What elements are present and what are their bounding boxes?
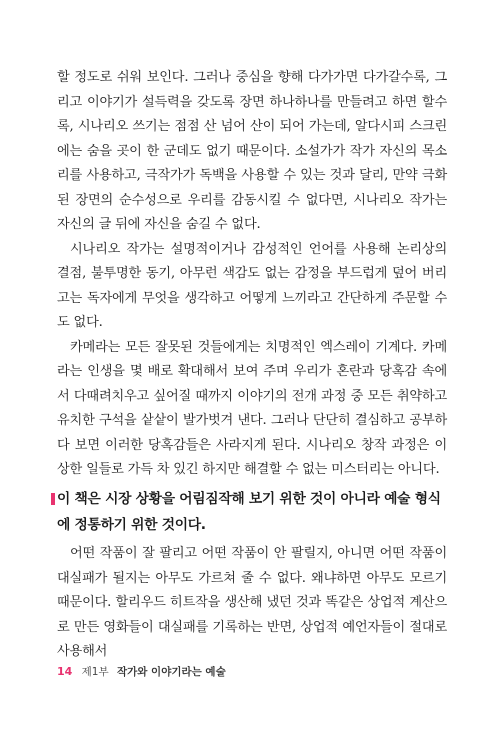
chapter-label: 제1부	[81, 666, 109, 678]
page-number: 14	[57, 665, 73, 678]
chapter-title: 작가와 이야기라는 예술	[116, 666, 226, 678]
paragraph-4: 어떤 작품이 잘 팔리고 어떤 작품이 안 팔릴지, 아니면 어떤 작품이 대실패가 될지는 아무도 가르쳐 줄 수 없다. 왜냐하면 아무도 모르기 때문이다. 할리우드 히트작을 생산해 냈던 것과 똑같은 상업적 계산으로 만든 영화들이 대실패를 기록하는 반면, 상업적 예언자들이 절대로 사용해서	[57, 546, 447, 659]
paragraph-3: 카메라는 모든 잘못된 것들에게는 치명적인 엑스레이 기계다. 카메라는 인생을 몇 배로 확대해서 보여 주며 우리가 혼란과 당혹감 속에서 다때려치우고 싶어질 때까지 이야기의 전개 과정 중 모든 취약하고 유치한 구석을 샅샅이 발가벗겨 낸다. 그러나 단단히 결심하고 공부하다 보면 이러한 당혹감들은 사라지게 된다. 시나리오 창작 과정은 이상한 일들로 가득 차 있긴 하지만 해결할 수 없는 미스터리는 아니다.	[57, 339, 447, 477]
body-text-lower	[57, 542, 447, 665]
paragraph-2: 시나리오 작가는 설명적이거나 감성적인 언어를 사용해 논리상의 결점, 불투명한 동기, 아무런 색감도 없는 감정을 부드럽게 덮어 버리고는 독자에게 무엇을 생각하고 어떻게 느끼라고 간단하게 주문할 수도 없다.	[57, 241, 447, 330]
body-text-upper	[57, 66, 447, 483]
section-heading-text: 이 책은 시장 상황을 어림짐작해 보기 위한 것이 아니라 예술 형식에 정통하기 위한 것이다.	[57, 491, 441, 533]
section-heading	[57, 486, 447, 538]
paragraph-1: 할 정도로 쉬워 보인다. 그러나 중심을 향해 다가가면 다가갈수록, 그리고 이야기가 설득력을 갖도록 장면 하나하나를 만들려고 하면 할수록, 시나리오 쓰기는 점점 산 넘어 산이 되어 가는데, 알다시피 스크린에는 숨을 곳이 한 군데도 없기 때문이다. 소설가가 작가 자신의 목소리를 사용하고, 극작가가 독백을 사용할 수 있는 것과 달리, 만약 극화된 장면의 순수성으로 우리를 감동시킬 수 없다면, 시나리오 작가는 자신의 글 뒤에 자신을 숨길 수 없다.	[57, 70, 447, 232]
heading-accent-bar	[51, 493, 55, 505]
page-footer	[57, 664, 226, 679]
